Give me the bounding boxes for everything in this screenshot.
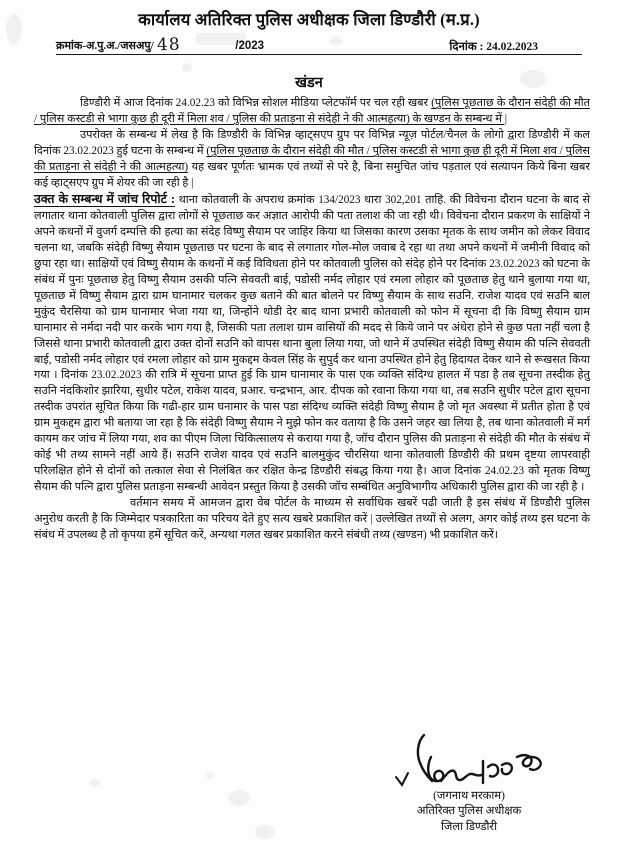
signature-mark	[384, 733, 554, 795]
document-date: दिनांक : 24.02.2023	[449, 41, 538, 53]
investigation-report-text: थाना कोतवाली के अपराध क्रमांक 134/2023 धारा 302,201 ताहि. की विवेचना दौरान घटना के बाद से लगातार थाना कोतवाली पुलिस द्वारा लोगों से पूछताछ कर अज्ञात आरोपी की पता तलाश की जा रही थी। विवेचना दौरान प्रकरण के साक्षियों ने अपने कथनों में वुजर्ग दम्पत्ति की हत्या का संदेह विष्णु सैयाम पर जाहिर किया था जिसका कारण उसका मृतक के साथ जमीन को लेकर विवाद चलना था, जबकि संदेही विष्णु सैयाम पूछताछ पर घटना के बाद से लगातार गोल-मोल जवाब दे रहा था तथा अपने कथनों में जमीनी विवाद को छुपा रहा था। साक्षियों एवं विष्णु सैयाम के कथनों में कई विविधता होने पर कोतवाली पुलिस को संदेह होने पर दिनांक 23.02.2023 को घटना के संबंध में पुनः पूछताछ हेतु विष्णु सैयाम उसकी पत्नि सेववती बाई, पडोसी नर्मद लोहार एवं रमला लोहार को पूछताछ हेतु थाने बुलाया गया था, पूछताछ में विष्णु सैयाम द्वारा ग्राम घानामार चलकर कुछ बताने की बात बोलने पर विष्णु सैयाम के साथ सउनि. राजेश यादव एवं सउनि बाल मुकुंद चैरसिया को ग्राम घानामार भेजा गया था, जिन्होंने थोडी देर बाद थाना प्रभारी कोतवाली को फोन में सूचना दी कि विष्णु सैयाम ग्राम घानामार से नर्मदा नदी पार करके भाग गया है, जिसकी पता तलाश ग्राम वासियों की मदद से किये जाने पर अंधेरा होने से कुछ पता नहीं चला है जिससे थाना प्रभारी कोतवाली द्वारा उक्त दोनों सउनि को वापस थाना बुला लिया गया, जो थाने में उपस्थित संदेही विष्णु सैयाम की पत्नि सेववती बाई, पडोसी नर्मद लोहार एवं रमला लोहार को ग्राम मुकद्दम केवल सिंह के सुपुर्द कर थाना उपस्थित होने हेतु हिदायत देकर थाने से रूखसत किया गया । दिनांक 23.02.2023 की रात्रि में सूचना प्राप्त हुई कि ग्राम घानामार के पास एक व्यक्ति संदिग्ध हालत में पडा है तब सूचना तस्दीक हेतु सउनि नंदकिशोर झारिया, सुधीर पटेल, राकेश यादव, प्रआर. चन्द्रभान, आर. दीपक को रवाना किया गया था, तब सउनि सुधीर पटेल द्वारा सूचना तस्दीक उपरांत सूचित किया कि गढी-हार ग्राम घनामार के पास पडा संदिग्ध व्यक्ति संदेही विष्णु सैयाम है जो मृत अवस्था में प्रतीत होता है एवं ग्राम मुकद्दम द्वारा भी बताया जा रहा है कि संदेही विष्णु सैयाम ने मुझे फोन कर वताया है कि उसने जहर खा लिया है, तब थाना कोतवाली में मर्ग कायम कर जांच में लिया गया, शव का पीएम जिला चिकित्सालय से कराया गया है, जॉच दौरान पुलिस की प्रताड़ना से संदेही की मौत के संबंध में कोई भी तथ्य सामने नहीं आये हैं। सउनि राजेश यादव एवं सउनि बालमुकुंद चौरसिया थाना कोतवाली डिण्डौरी की प्रथम दृष्टया लापरवाही परिलक्षित होने से दोनों को तत्काल सेवा से निलंबित कर रक्षित केन्द्र डिण्डौरी संबद्ध किया गया है। आज दिनांक 24.02.23 को मृतक विष्णु सैयाम की पत्नि द्वारा पुलिस प्रताड़ना सम्बन्धी आवेदन प्रस्तुत किया है उसकी जॉच सम्बंधित अनुविभागीय अधिकारी पुलिस द्वारा की जा रही है ।	[34, 194, 591, 493]
signatory-district: जिला डिण्डौरी	[440, 820, 498, 833]
page-title: खंडन	[295, 75, 323, 91]
office-title: कार्यालय अतिरिक्त पुलिस अधीक्षक जिला डिण्डौरी (म.प्र.)	[138, 10, 480, 29]
paragraph-context	[34, 128, 590, 192]
paragraph-investigation-report	[34, 192, 590, 495]
para2-quoted-headline: (पुलिस पूछताछ के दौरान संदेही की मौत / पुलिस कस्टडी से भागा कुछ ही दूरी में मिला शव / पुलिस की प्रताड़ना से संदेही ने की आत्महत्या)	[34, 145, 590, 174]
reference-label: क्रमांक-अ.पु.अ./जसअपु/	[56, 40, 154, 52]
para1-text-a: डिण्डौरी में आज दिनांक 24.02.23 को विभिन्न सोशल मीडिया प्लेटफॉर्म पर चल रही खबर	[80, 97, 432, 109]
scan-artifact	[206, 772, 214, 779]
scan-artifact	[255, 825, 275, 839]
signatory-designation: अतिरिक्त पुलिस अधीक्षक	[416, 805, 522, 817]
scan-artifact	[90, 779, 100, 787]
signatory-name: (जगनाथ मरकाम)	[433, 789, 505, 802]
para1-quoted-headline: (पुलिस पूछताछ के दौरान संदेही की मौत / पुलिस कस्टडी से भागा कुछ ही दूरी में मिला शव / पुलिस की प्रताड़ना से संदेही ने की आत्महत्या)	[34, 97, 590, 125]
document-body	[34, 96, 590, 544]
investigation-report-heading: उक्त के सम्बन्ध में जांच रिपोर्ट :	[34, 192, 175, 207]
scan-artifact	[182, 63, 192, 72]
reference-row	[56, 33, 582, 55]
paragraph-appeal: वर्तमान समय में आमजन द्वारा वेब पोर्टल के माध्यम से सर्वाधिक खबरें पढी जाती है इस संबंध में डिण्डौरी पुलिस अनुरोध करती है कि जिम्मेदार पत्रकारिता का परिचय देते हुए सत्य खबरे प्रकाशित करें | उल्लेखित तथ्यों से अलग, अगर कोई तथ्य इस घटना के संबंध में उपलब्ध है तो कृपया हमें सूचित करें, अन्यथा गलत खबर प्रकाशित करने संबंधी तथ्य (खण्डन) भी प्रकाशित करें।	[34, 497, 590, 541]
paragraph-subject	[34, 96, 590, 128]
para1-text-b: के खण्डन के सम्बन्ध में |	[409, 112, 507, 125]
para2-text-a: उपरोक्त के सम्बन्ध में लेख है कि डिण्डौरी के विभिन्न व्हाट्सएप ग्रुप पर विभिन्न न्यूज़ पोर्टल/चैनल के लोगो द्वारा डिण्डौरी में कल दिनांक 23.02.2023 हुई घटना के सम्बन्ध में	[34, 129, 590, 158]
reference-left	[56, 34, 264, 54]
signature-block	[354, 733, 584, 836]
reference-year: /2023	[235, 40, 265, 52]
para2-text-b: यह खबर पूर्णतः भ्रामक एवं तथ्यों से परे है, बिना समुचित जांच पड़ताल एवं सत्यापन किये बिना खबर कई व्हाट्सएप ग्रुप में शेयर की जा रही है |	[34, 161, 590, 190]
reference-number-handwritten: 48	[156, 34, 181, 56]
scan-artifact	[228, 790, 250, 806]
